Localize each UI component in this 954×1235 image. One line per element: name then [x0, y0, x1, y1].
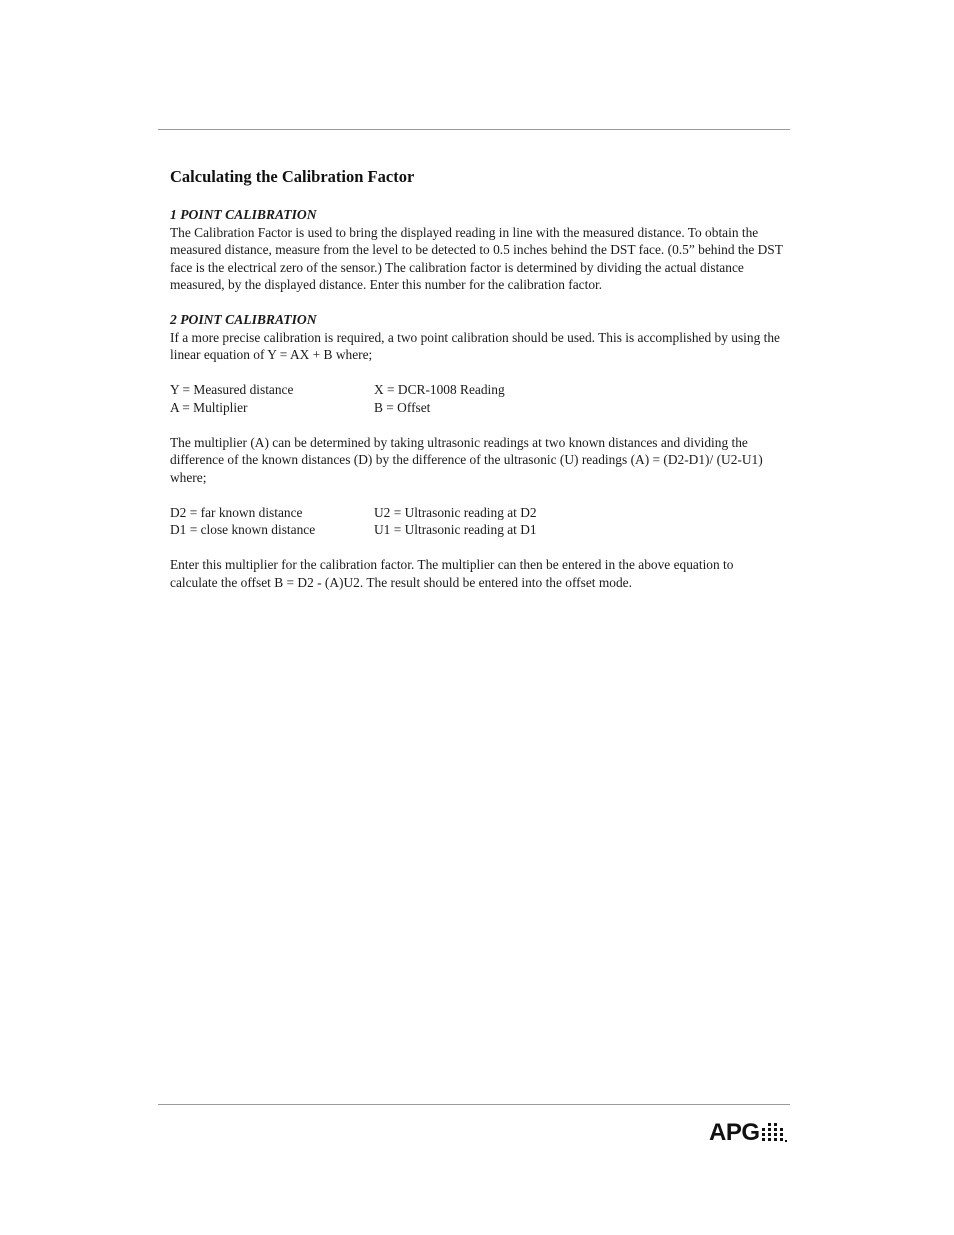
page-heading: Calculating the Calibration Factor: [170, 167, 415, 186]
section-2-title: 2 POINT CALIBRATION: [170, 312, 317, 327]
distance-term: D2 = far known distance: [170, 504, 303, 520]
section-1-title: 1 POINT CALIBRATION: [170, 207, 317, 222]
document-body: [170, 166, 784, 591]
distance-term: D1 = close known distance: [170, 522, 316, 537]
apg-logo: [709, 1121, 788, 1145]
logo-dot-grid-icon: [762, 1123, 788, 1145]
section-2-point-calibration: [170, 311, 784, 591]
distance-term: U2 = Ultrasonic reading at D2: [374, 504, 537, 520]
closing-paragraph: Enter this multiplier for the calibration factor. The multiplier can then be entered in the above equation to calculate the offset B = D2 - (A)U2. The result should be entered into the offset mode.: [170, 557, 734, 590]
section-2-intro: If a more precise calibration is required, a two point calibration should be used. This is accomplished by using the linear equation of Y = AX + B where;: [170, 329, 780, 362]
section-1-point-calibration: [170, 206, 784, 294]
distance-terms: [170, 504, 784, 539]
logo-wordmark: APG: [709, 1119, 760, 1146]
equation-term: X = DCR-1008 Reading: [374, 382, 505, 397]
equation-terms: [170, 381, 784, 416]
equation-term: B = Offset: [374, 399, 431, 415]
equation-term: A = Multiplier: [170, 399, 248, 415]
footer-rule: [158, 1104, 790, 1105]
header-rule: [158, 129, 790, 130]
equation-term: Y = Measured distance: [170, 382, 294, 397]
multiplier-explanation: The multiplier (A) can be determined by taking ultrasonic readings at two known distances and dividing the difference of the known distances (D) by the difference of the ultrasonic (U) readings (A) = (D2-D1)/ (U2-U1) where;: [170, 434, 763, 485]
distance-term: U1 = Ultrasonic reading at D1: [374, 522, 537, 537]
section-1-body: The Calibration Factor is used to bring the displayed reading in line with the measured distance. To obtain the measured distance, measure from the level to be detected to 0.5 inches behind the DST face. (0.5” behind the DST face is the electrical zero of the sensor.) The calibration factor is determined by dividing the actual distance measured, by the displayed distance. Enter this number for the calibration factor.: [170, 224, 783, 292]
